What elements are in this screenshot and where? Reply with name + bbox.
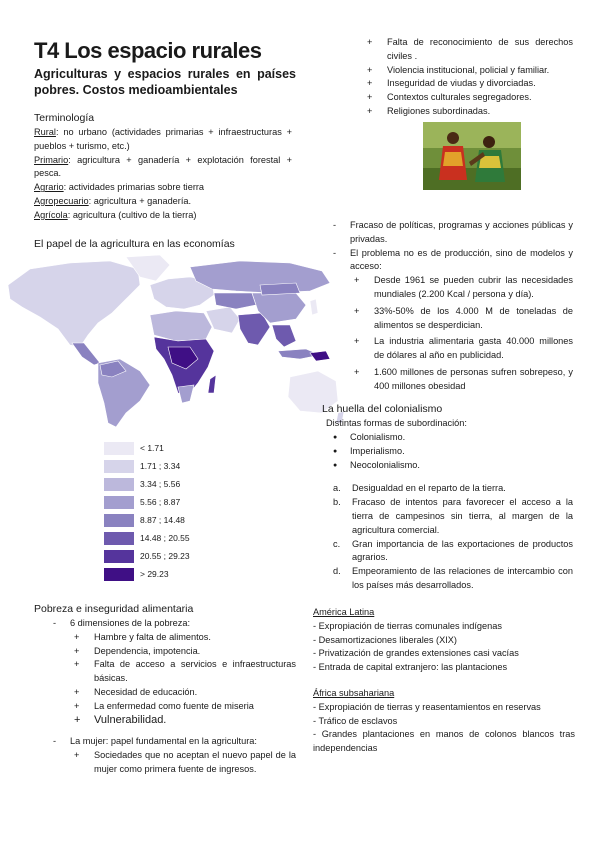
list-item: - El problema no es de producción, sino de modelos y acceso: — [330, 247, 573, 275]
term-agropecuario — [34, 195, 292, 209]
terminologia-heading: Terminología — [34, 112, 95, 124]
legend-swatch — [104, 460, 134, 473]
term-label: Agrícola — [34, 209, 68, 220]
term-definition: : agricultura + ganadería + explotación forestal + pesca. — [34, 154, 292, 179]
mujer-continued-list — [363, 36, 573, 119]
america-latina-section — [313, 606, 575, 675]
point-marker: b. — [333, 497, 341, 508]
legend-label: 5.56 ; 8.87 — [140, 497, 181, 507]
list-item — [330, 482, 573, 496]
list-item: + Dependencia, impotencia. — [70, 645, 296, 659]
list-item: + Contextos culturales segregadores. — [363, 91, 573, 105]
page-subtitle: Agriculturas y espacios rurales en países pobres. Costos medioambientales — [34, 67, 296, 97]
list-item: - Expropiación de tierras comunales indígenas — [313, 620, 502, 631]
term-rural — [34, 126, 292, 154]
legend-label: 20.55 ; 29.23 — [140, 551, 190, 561]
subordinacion-forms — [330, 431, 573, 593]
term-label: Primario — [34, 154, 69, 165]
term-definition: : no urbano (actividades primarias + infraestructuras + pueblos + turismo, etc.) — [34, 127, 292, 151]
term-definition: : actividades primarias sobre tierra — [63, 182, 205, 193]
list-item: - Fracaso de políticas, programas y acciones públicas y privadas. — [330, 219, 573, 247]
forms-list — [330, 431, 573, 472]
list-item: - Tráfico de esclavos — [313, 715, 398, 726]
point-marker: a. — [333, 483, 341, 494]
map-heading: El papel de la agricultura en las economías — [34, 238, 235, 250]
list-item — [330, 538, 573, 566]
list-item — [330, 565, 573, 593]
list-item: + Hambre y falta de alimentos. — [70, 631, 296, 645]
list-item: + Vulnerabilidad. — [70, 714, 296, 728]
page-title: T4 Los espacio rurales — [34, 38, 262, 63]
legend-label: 8.87 ; 14.48 — [140, 515, 185, 525]
mujer-label: La mujer: papel fundamental en la agricultura: — [70, 736, 257, 747]
terminologia-list — [34, 126, 292, 223]
subordinacion-label: Distintas formas de subordinación: — [326, 418, 467, 428]
list-item — [50, 617, 296, 631]
term-label: Agrario — [34, 182, 64, 193]
women-farmers-photo — [423, 122, 521, 190]
map-north-africa — [150, 311, 212, 341]
term-primario — [34, 154, 292, 182]
mujer-items — [70, 749, 296, 777]
list-item — [330, 496, 573, 537]
pobreza-section — [50, 617, 296, 777]
fracaso-sub-list — [350, 274, 573, 393]
legend-swatch — [104, 496, 134, 509]
legend-label: 1.71 ; 3.34 — [140, 461, 181, 471]
pobreza-dimensions-label: 6 dimensiones de la pobreza: — [70, 618, 191, 628]
point-text: Empeoramiento de las relaciones de intercambio con los países más desarrollados. — [352, 566, 573, 590]
fracaso-list — [330, 219, 573, 274]
legend-swatch — [104, 478, 134, 491]
list-item: ● Imperialismo. — [330, 445, 573, 459]
legend-label: > 29.23 — [140, 569, 169, 579]
list-item: + 1.600 millones de personas sufren sobrepeso, y 400 millones obesidad — [350, 366, 573, 394]
list-item: - Entrada de capital extranjero: las plantaciones — [313, 662, 508, 673]
list-item: ● Colonialismo. — [330, 431, 573, 445]
list-item: + Religiones subordinadas. — [363, 105, 573, 119]
list-item: + Inseguridad de viudas y divorciadas. — [363, 77, 573, 91]
list-item: + Sociedades que no aceptan el nuevo papel de la mujer como primera fuente de ingresos. — [70, 749, 296, 777]
point-text: Gran importancia de las exportaciones de productos agrarios. — [352, 538, 573, 563]
term-agricola — [34, 209, 292, 223]
list-item: + Violencia institucional, policial y familiar. — [363, 64, 573, 78]
pobreza-heading: Pobreza e inseguridad alimentaria — [34, 603, 194, 615]
list-item: - Desamortizaciones liberales (XIX) — [313, 634, 457, 645]
point-marker: c. — [333, 538, 341, 549]
list-item: + Desde 1961 se pueden cubrir las necesidades mundiales (2.200 Kcal / persona y día). — [350, 274, 573, 302]
point-text: Fracaso de intentos para favorecer el acceso a la tierra de campesinos sin tierra, al margen de la agricultura comercial. — [352, 497, 573, 535]
legend-swatch — [104, 514, 134, 527]
term-agrario — [34, 181, 292, 195]
list-item: ● Neocolonialismo. — [330, 459, 573, 473]
america-latina-heading: América Latina — [313, 607, 375, 617]
list-item: + Necesidad de educación. — [70, 686, 296, 700]
legend-label: 14.48 ; 20.55 — [140, 533, 190, 543]
term-label: Agropecuario — [34, 195, 89, 206]
colonialismo-heading: La huella del colonialismo — [322, 403, 443, 415]
list-item: + La industria alimentaria gasta 40.000 millones de dólares al año en publicidad. — [350, 335, 573, 363]
legend-swatch — [104, 550, 134, 563]
right-top-section — [363, 36, 573, 119]
point-marker: d. — [333, 566, 341, 577]
map-mongolia — [260, 283, 300, 295]
legend-swatch — [104, 532, 134, 545]
list-item: - Grandes plantaciones en manos de colonos blancos tras independencias — [313, 729, 575, 754]
term-definition: : agricultura (cultivo de la tierra) — [67, 209, 197, 220]
legend-swatch — [104, 442, 134, 455]
list-item: + Falta de acceso a servicios e infraestructuras básicas. — [70, 658, 296, 686]
point-text: Desigualdad en el reparto de la tierra. — [352, 483, 506, 494]
fracaso-section — [330, 219, 573, 394]
world-map — [0, 255, 345, 430]
list-item: - Privatización de grandes extensiones casi vacías — [313, 648, 519, 659]
list-item: + Falta de reconocimiento de sus derechos civiles . — [363, 36, 573, 64]
africa-section — [313, 687, 575, 756]
legend-swatch — [104, 568, 134, 581]
list-item: + 33%-50% de los 4.000 M de toneladas de alimentos se desperdician. — [350, 305, 573, 333]
list-item: + La enfermedad como fuente de miseria — [70, 700, 296, 714]
term-label: Rural — [34, 127, 56, 137]
list-item — [50, 735, 296, 749]
pobreza-list — [50, 617, 296, 631]
africa-heading: África subsahariana — [313, 688, 395, 698]
legend-label: < 1.71 — [140, 443, 164, 453]
mujer-list — [50, 735, 296, 749]
colonialismo-points — [330, 482, 573, 592]
legend-label: 3.34 ; 5.56 — [140, 479, 181, 489]
term-definition: : agricultura + ganadería. — [88, 195, 192, 206]
dimensions-list — [70, 631, 296, 728]
list-item: - Expropiación de tierras y reasentamientos en reservas — [313, 701, 541, 712]
